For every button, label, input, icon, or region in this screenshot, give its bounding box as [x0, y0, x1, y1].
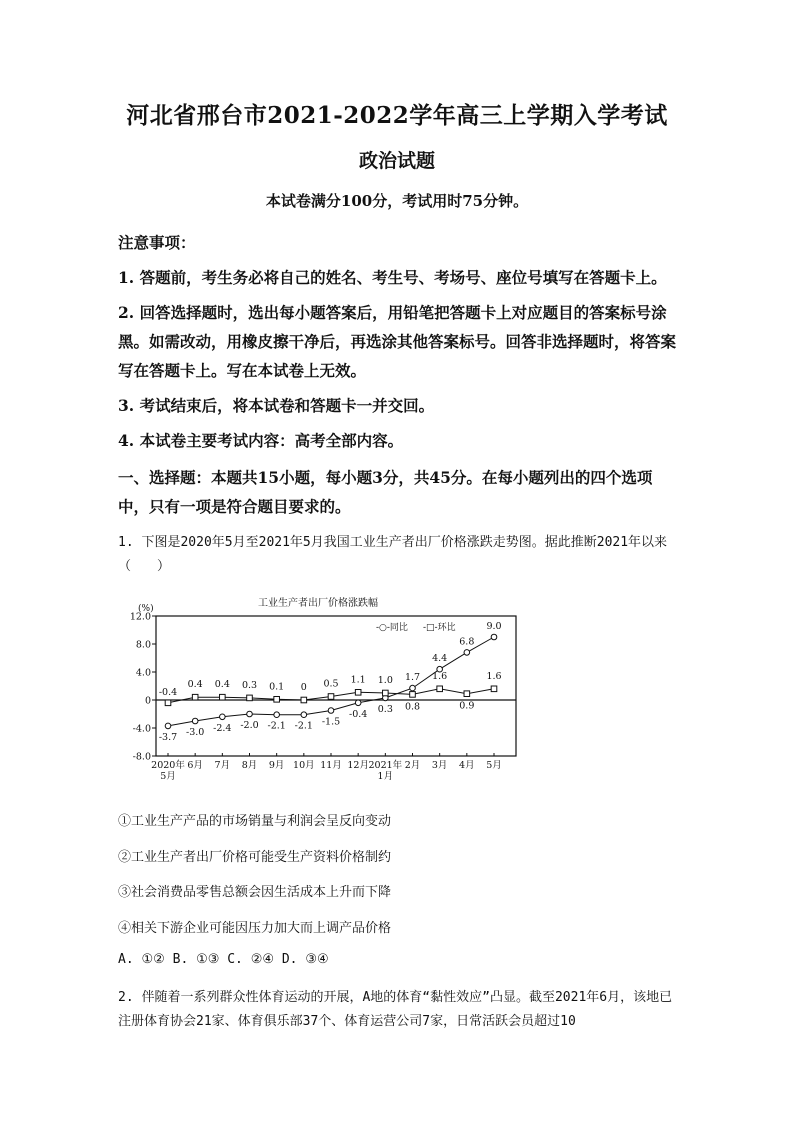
data-point-mom — [410, 692, 416, 698]
price-trend-chart — [118, 585, 518, 785]
note-item-4: 4. 本试卷主要考试内容：高考全部内容。 — [118, 431, 404, 450]
x-tick-label: 4月 — [459, 760, 475, 771]
question-2-stem: 2. 伴随着一系列群众性体育运动的开展，A地的体育“黏性效应”凸显。截至2021年6月，该地已注册体育协会21家、体育俱乐部37个、体育运营公司7家，日常活跃会员超过10 — [118, 990, 673, 1029]
data-point-mom — [220, 694, 226, 700]
data-label-mom: 1.0 — [377, 675, 393, 686]
data-point-yoy — [301, 712, 307, 718]
note-item-3: 3. 考试结束后，将本试卷和答题卡一并交回。 — [118, 396, 435, 415]
data-point-yoy — [165, 723, 171, 729]
x-tick-label: 2021年 — [368, 760, 403, 771]
question-1-option-2: ②工业生产者出厂价格可能受生产资料价格制约 — [118, 850, 392, 865]
data-label-mom: 0.1 — [269, 681, 285, 693]
data-label-yoy: -2.1 — [267, 720, 286, 732]
data-label-yoy: -2.4 — [213, 722, 232, 734]
chart-title: 工业生产者出厂价格涨跌幅 — [258, 598, 378, 609]
chart-unit-label: (%) — [138, 604, 154, 614]
data-point-mom — [274, 697, 280, 703]
y-tick-label: -8.0 — [132, 751, 151, 763]
data-label-yoy: 0.3 — [377, 703, 393, 715]
legend-item-mom: -□-环比 — [423, 623, 456, 633]
x-tick-label: 1月 — [377, 771, 394, 782]
x-tick-label: 6月 — [187, 760, 203, 771]
data-label-mom: 1.6 — [432, 670, 448, 682]
data-point-yoy — [328, 708, 334, 714]
x-tick-label: 8月 — [241, 760, 258, 771]
data-label-mom: 0.9 — [459, 700, 475, 712]
x-tick-label: 3月 — [431, 760, 448, 771]
data-label-mom: 1.6 — [486, 670, 502, 682]
data-label-yoy: 1.7 — [404, 672, 421, 684]
x-tick-label: 2月 — [404, 760, 421, 771]
y-tick-label: 8.0 — [135, 639, 151, 651]
data-point-yoy — [274, 712, 280, 718]
data-point-mom — [437, 686, 443, 692]
y-tick-label: 12.0 — [129, 611, 151, 623]
data-label-yoy: -1.5 — [321, 716, 341, 728]
page-subtitle: 政治试题 — [358, 150, 435, 172]
notes-heading: 注意事项： — [118, 233, 196, 252]
data-point-yoy — [410, 685, 416, 691]
data-label-mom: -0.4 — [158, 686, 178, 698]
x-tick-label: 2020年 — [151, 760, 185, 771]
data-label-mom: 0 — [300, 682, 307, 693]
series-lines — [159, 621, 502, 743]
data-label-mom: 0.4 — [214, 679, 230, 691]
data-label-yoy: -0.4 — [349, 708, 368, 720]
x-tick-label: 10月 — [293, 760, 315, 771]
data-point-mom — [247, 695, 253, 701]
data-label-yoy: -2.1 — [294, 720, 313, 732]
data-label-yoy: 4.4 — [432, 653, 448, 665]
data-point-yoy — [192, 718, 198, 724]
y-axis-ticks — [130, 612, 156, 763]
x-tick-label: 5月 — [160, 771, 176, 782]
note-item-1: 1. 答题前，考生务必将自己的姓名、考生号、考场号、座位号填写在答题卡上。 — [118, 268, 667, 287]
data-point-yoy — [220, 714, 226, 720]
question-1-stem: 1. 下图是2020年5月至2021年5月我国工业生产者出厂价格涨跌走势图。据此推断2021年以来（ ） — [118, 535, 668, 574]
data-label-yoy: 6.8 — [459, 636, 475, 648]
question-1-option-4: ④相关下游企业可能因压力加大而上调产品价格 — [118, 921, 392, 936]
data-label-mom: 0.5 — [323, 678, 339, 690]
data-label-mom: 0.3 — [241, 679, 258, 691]
section-heading: 一、选择题：本题共15小题，每小题3分，共45分。在每小题列出的四个选项中，只有一项是符合题目要求的。 — [118, 468, 653, 516]
data-point-yoy — [464, 650, 470, 656]
data-point-yoy — [247, 711, 253, 717]
exam-info: 本试卷满分100分，考试用时75分钟。 — [265, 192, 529, 210]
page-title: 河北省邢台市2021-2022学年高三上学期入学考试 — [126, 102, 668, 129]
x-axis-ticks — [151, 753, 502, 782]
data-label-yoy: -3.0 — [186, 727, 205, 738]
x-tick-label: 9月 — [268, 760, 285, 771]
x-tick-label: 11月 — [320, 760, 342, 771]
question-1-option-1: ①工业生产产品的市场销量与利润会呈反向变动 — [118, 814, 392, 829]
x-tick-label: 7月 — [214, 760, 231, 771]
data-point-mom — [165, 700, 171, 706]
y-tick-label: 0 — [144, 695, 151, 707]
data-point-mom — [192, 694, 198, 700]
y-tick-label: 4.0 — [135, 667, 151, 679]
data-label-mom: 0.4 — [187, 679, 203, 691]
data-label-mom: 0.8 — [404, 701, 421, 713]
data-point-mom — [328, 694, 334, 700]
data-point-yoy — [355, 700, 361, 706]
y-tick-label: -4.0 — [132, 723, 151, 735]
data-label-yoy: -3.7 — [158, 731, 178, 743]
chart-legend — [376, 621, 456, 633]
question-1-answers: A. ①② B. ①③ C. ②④ D. ③④ — [118, 952, 329, 967]
data-label-yoy: 9.0 — [486, 621, 502, 632]
data-point-mom — [301, 697, 307, 703]
data-label-yoy: -2.0 — [240, 720, 259, 731]
data-point-mom — [491, 686, 497, 692]
x-tick-label: 12月 — [347, 760, 369, 771]
data-point-mom — [464, 691, 470, 697]
data-label-mom: 1.1 — [350, 674, 366, 686]
data-point-mom — [355, 690, 361, 696]
note-item-2: 2. 回答选择题时，选出每小题答案后，用铅笔把答题卡上对应题目的答案标号涂黑。如需改动，用橡皮擦干净后，再选涂其他答案标号。回答非选择题时，将答案写在答题卡上。写在本试卷上无效。 — [118, 303, 677, 380]
legend-item-yoy: -○-同比 — [376, 623, 408, 633]
question-1-option-3: ③社会消费品零售总额会因生活成本上升而下降 — [118, 885, 392, 900]
x-tick-label: 5月 — [486, 760, 502, 771]
data-point-yoy — [491, 634, 497, 640]
data-point-mom — [383, 690, 389, 696]
